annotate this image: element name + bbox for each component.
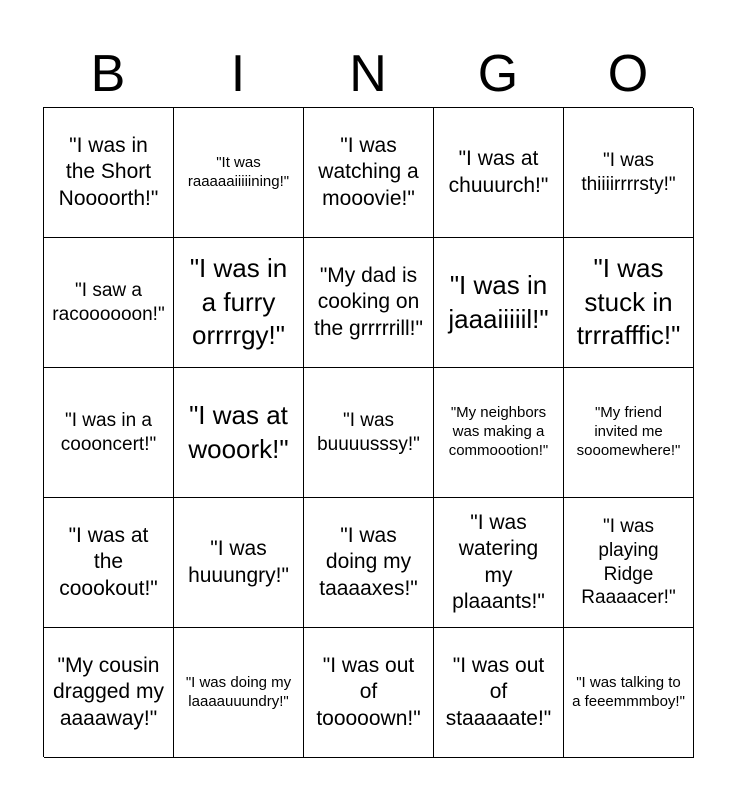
bingo-cell[interactable]: "I was out of staaaaate!" xyxy=(434,628,564,758)
bingo-cell[interactable]: "I was doing my taaaaxes!" xyxy=(304,498,434,628)
bingo-cell[interactable]: "My cousin dragged my aaaaway!" xyxy=(44,628,174,758)
bingo-cell[interactable]: "My neighbors was making a commoootion!" xyxy=(434,368,564,498)
bingo-cell[interactable]: "I was in a furry orrrrgy!" xyxy=(174,238,304,368)
bingo-cell[interactable]: "I was buuuusssy!" xyxy=(304,368,434,498)
bingo-cell[interactable]: "I was playing Ridge Raaaacer!" xyxy=(564,498,694,628)
bingo-cell[interactable]: "I was talking to a feeemmmboy!" xyxy=(564,628,694,758)
bingo-cell[interactable]: "My friend invited me sooomewhere!" xyxy=(564,368,694,498)
bingo-cell[interactable]: "I was thiiiirrrrsty!" xyxy=(564,108,694,238)
header-letter-b: B xyxy=(90,45,126,103)
bingo-cell[interactable]: "I was stuck in trrrafffic!" xyxy=(564,238,694,368)
bingo-cell[interactable]: "It was raaaaaiiiiining!" xyxy=(174,108,304,238)
bingo-cell[interactable]: "I was doing my laaaauuundry!" xyxy=(174,628,304,758)
bingo-cell[interactable]: "I was at the coookout!" xyxy=(44,498,174,628)
bingo-cell[interactable]: "I was watering my plaaants!" xyxy=(434,498,564,628)
bingo-cell[interactable]: "I was out of tooooown!" xyxy=(304,628,434,758)
bingo-cell[interactable]: "I was huuungry!" xyxy=(174,498,304,628)
bingo-cell[interactable]: "I was in the Short Noooorth!" xyxy=(44,108,174,238)
bingo-cell[interactable]: "I was at chuuurch!" xyxy=(434,108,564,238)
bingo-cell[interactable]: "I was watching a mooovie!" xyxy=(304,108,434,238)
header-letter-n: N xyxy=(349,45,387,103)
bingo-cell[interactable]: "I was at wooork!" xyxy=(174,368,304,498)
bingo-cell[interactable]: "I saw a racoooooon!" xyxy=(44,238,174,368)
header-letter-g: G xyxy=(477,45,519,103)
header-letter-o: O xyxy=(607,45,649,103)
header-letter-i: I xyxy=(230,45,246,103)
bingo-header xyxy=(43,44,693,104)
bingo-cell[interactable]: "My dad is cooking on the grrrrrill!" xyxy=(304,238,434,368)
bingo-cell[interactable]: "I was in jaaaiiiiil!" xyxy=(434,238,564,368)
bingo-board xyxy=(43,107,693,757)
bingo-cell[interactable]: "I was in a coooncert!" xyxy=(44,368,174,498)
